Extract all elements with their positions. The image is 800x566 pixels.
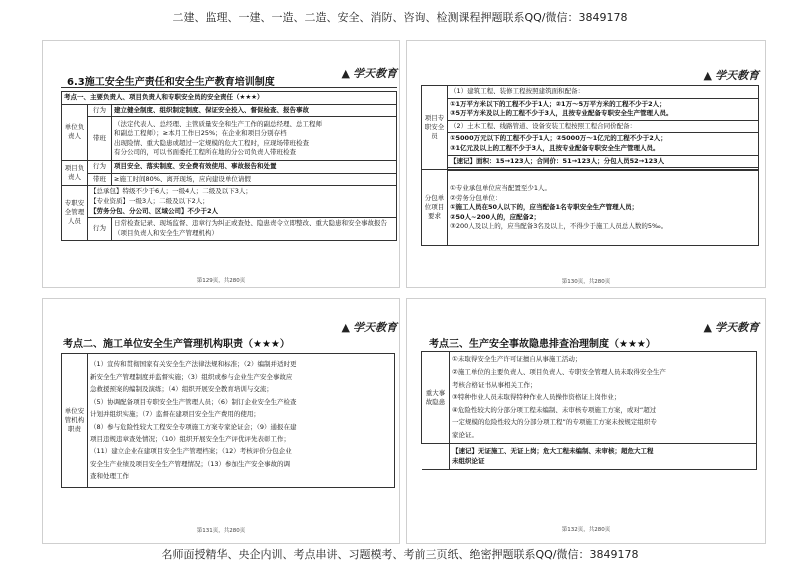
hazard-text: ①未取得安全生产许可证擅自从事施工活动； ②施工单位的主要负责人、项目负责人、专职安全管理人员未取得安全生产 考核合格证书从事相关工作； ③特种作业人员未取得特种作业人员操作资格证上岗作业； ④危险性较大的分部分项工程未编制、未审核专项施工方案，或对“超过 一定规模的危险性较大的分部分项工程”的专项施工方案未按规定组织专 家论证。 — [450, 352, 757, 444]
proj-xingwei-label: 行为 — [88, 161, 112, 174]
section-title: 6.3施工安全生产责任和安全生产教育培训制度 — [67, 77, 275, 88]
brand-logo: ▲ 学天教育 — [703, 321, 759, 334]
section-title: 考点二、施工单位安全生产管理机构职责（★★★） — [63, 339, 290, 350]
civil-rules: ①5000万元以下的工程不少于1人；②5000万～1亿元的工程不少于2人； ③1亿元及以上的工程不少于3人，且按专业配备专职安全生产管理人员。 — [448, 133, 759, 155]
page-footer: 第130页，共280页 — [561, 279, 611, 285]
hazard-table — [421, 351, 757, 470]
brand-logo: ▲ 学天教育 — [341, 67, 397, 80]
duties-table — [61, 353, 395, 488]
logo-mark-icon: ▲ — [703, 321, 712, 334]
brand-logo: ▲ 学天教育 — [341, 321, 397, 334]
subcontract-rules: ①专业承包单位应当配置至少1人。 ②劳务分包单位： ①施工人员在50人以下的，应当配备1名专职安全生产管理人员； ②50人~200人的，应配备2； ③200人及以上的，应当配备3名及以上，不得少于施工人员总人数的5‰。 — [448, 170, 759, 246]
unit-daiban-label: 带班 — [88, 117, 112, 161]
hazard-label: 重大事故隐患 — [422, 352, 450, 444]
brand-logo: ▲ 学天教育 — [703, 69, 759, 82]
logo-mark-icon: ▲ — [341, 67, 350, 80]
proj-head-label: 项目负责人 — [62, 161, 88, 186]
safety-xingwei-text: 日常检查记录、现场监督、违章行为纠正或查处、隐患责令立即整改、重大隐患和安全事故报告（项目负责人和安全生产管理机构） — [112, 218, 397, 240]
logo-mark-icon: ▲ — [341, 321, 350, 334]
speed-note: 【速记】面积：15→123人；合同价：51→123人；分包人员52→123人 — [448, 155, 759, 168]
duties-label: 单位安管机构职责 — [62, 354, 88, 488]
proj-daiban-label: 带班 — [88, 173, 112, 186]
page-129 — [42, 40, 400, 288]
bottom-banner: 名师面授精华、央企内训、考点串讲、习题模考、考前三页纸、绝密押题联系QQ/微信：3849178 — [161, 548, 639, 561]
safety-xingwei-label: 行为 — [88, 218, 112, 240]
unit-daiban-text: （法定代表人、总经理、主管质量安全和生产工作的副总经理、总工程师 和副总工程师）；≥本月工作日25%；在企业和项目分别存档 出现险情、重大隐患或超过一定规模的危大工程时，应现场带班检查 有分公司的，可以书面委托工程所在地的分公司负责人带班检查 — [112, 117, 397, 161]
page-footer: 第132页，共280页 — [561, 527, 611, 533]
staffing-table — [421, 85, 759, 246]
subcontract-label: 分包单位项目要求 — [422, 170, 448, 246]
unit-xingwei-text: 建立健全制度、组织制定制度、保证安全投入、督促检查、报告事故 — [112, 104, 397, 117]
speed-spacer — [422, 444, 450, 470]
safety-staff-label: 专职安全管理人员 — [62, 186, 88, 240]
civil-heading: （2）土木工程、线路管道、设备安装工程按照工程合同价配备： — [448, 120, 759, 133]
title-rule — [61, 87, 397, 88]
top-banner: 二建、监理、一建、一造、二造、安全、消防、咨询、检测课程押题联系QQ/微信：3849178 — [172, 11, 628, 24]
unit-xingwei-label: 行为 — [88, 104, 112, 117]
page-131 — [42, 298, 400, 544]
responsibility-table — [61, 91, 397, 241]
table-header: 考点一、主要负责人、项目负责人和专职安全员的安全责任（★★★） — [62, 92, 397, 105]
speed-note: 【速记】无证施工、无证上岗；危大工程未编制、未审核；超危大工程 未组织论证 — [450, 444, 757, 470]
proj-safety-label: 项目专职安全员 — [422, 86, 448, 170]
page-footer: 第131页，共280页 — [196, 528, 246, 534]
duties-text: （1）宣传和贯彻国家有关安全生产法律法规和标准；（2）编制并适时更 新安全生产管理制度并监督实施；（3）组织或参与企业生产安全事故应 急救援预案的编制及演练；（4）组织开展安全教育培训与交流； （5）协调配备项目专职安全生产管理人员；（6）制订企业安全生产检查 计划并组织实施；（7）监督在建项目安全生产费用的使用； （8）参与危险性较大工程安全专项施工方案专家论证会；（9）通报在建 项目违规违章查处情况；（10）组织开展安全生产评优评先表彰工作； （11）建立企业在建项目安全生产管理档案；（12）考核评价分包企业 安全生产业绩及项目安全生产管理情况；（13）参加生产安全事故的调 查和处理工作 — [88, 354, 395, 488]
building-rules: ①1万平方米以下的工程不少于1人；②1万～5万平方米的工程不少于2人； ③5万平方米及以上的工程不少于3人，且按专业配备专职安全生产管理人员。 — [448, 98, 759, 120]
section-title: 考点三、生产安全事故隐患排查治理制度（★★★） — [429, 339, 656, 350]
page-132 — [406, 298, 766, 544]
unit-head-label: 单位负责人 — [62, 104, 88, 161]
page-footer: 第129页，共280页 — [196, 278, 246, 284]
proj-xingwei-text: 项目安全、落实制度、安全费有效使用、事故报告和处置 — [112, 161, 397, 174]
logo-mark-icon: ▲ — [703, 69, 712, 82]
page-130 — [406, 40, 766, 288]
safety-staff-quota: 【总承包】特级不少于6人；一级4人；二级及以下3人； 【专业资质】一级3人；二级及以下2人； 【劳务分包、分公司、区域公司】不少于2人 — [88, 186, 397, 218]
building-heading: （1）建筑工程、装修工程按照建筑面积配备： — [448, 86, 759, 99]
proj-daiban-text: ≥施工时间80%、离开现场，应向建设单位请假 — [112, 173, 397, 186]
